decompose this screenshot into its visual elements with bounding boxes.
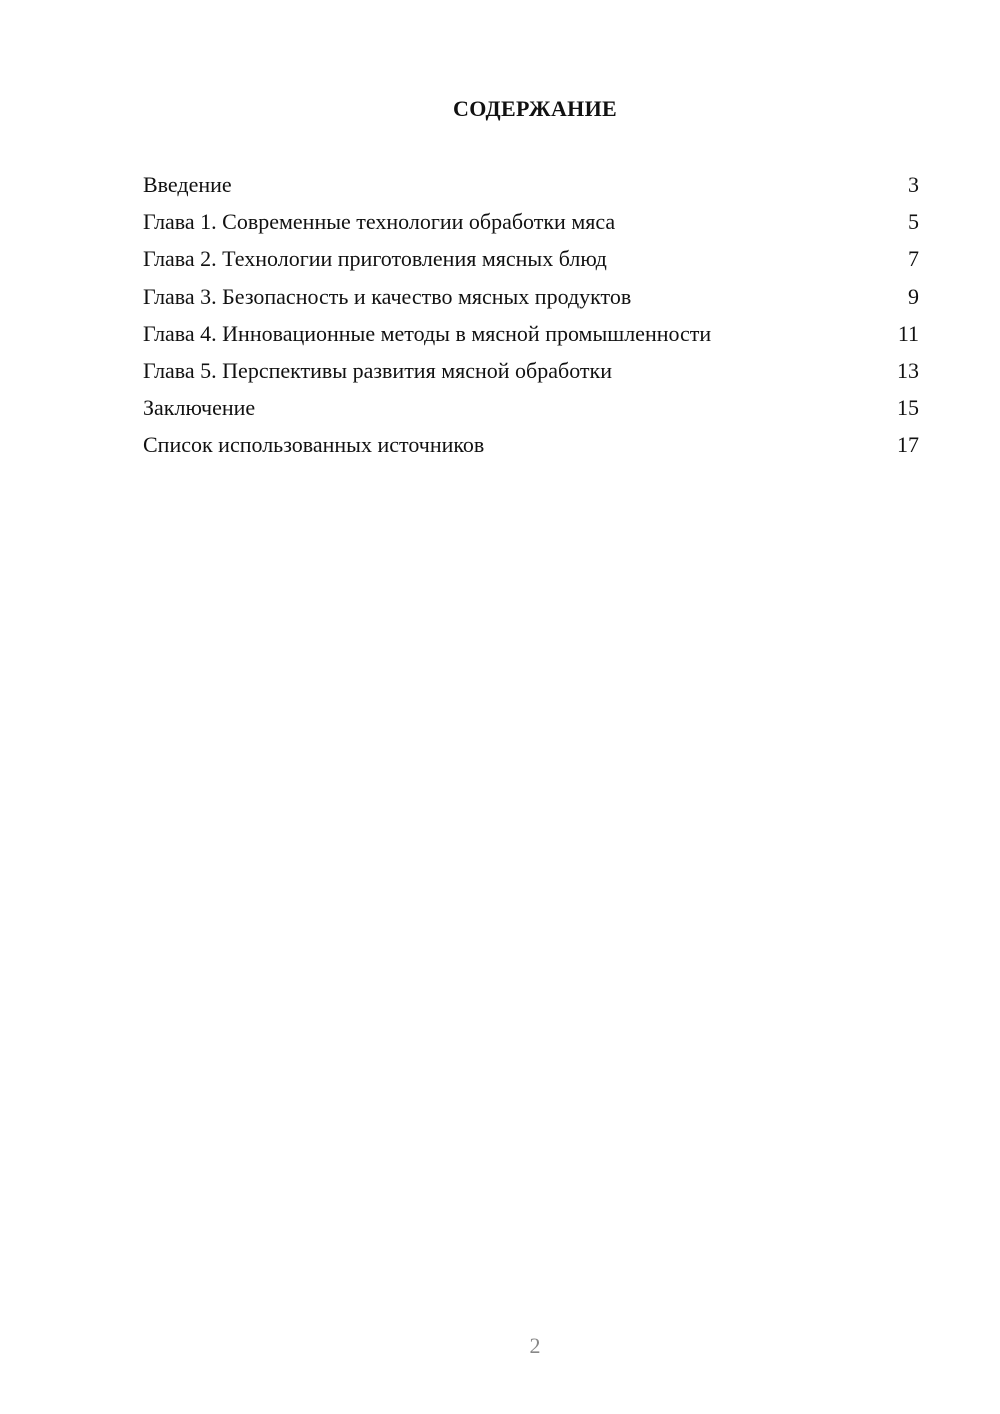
toc-entry-page: 15 (897, 395, 919, 421)
toc-entry-chapter-4 (143, 319, 919, 356)
toc-entry-introduction (143, 170, 919, 207)
toc-entry-chapter-3 (143, 282, 919, 319)
page-number: 2 (529, 1333, 541, 1358)
toc-entry-label: Список использованных источников (143, 432, 485, 458)
toc-entry-label: Глава 2. Технологии приготовления мясных блюд (143, 246, 607, 272)
toc-entry-chapter-2 (143, 244, 919, 281)
toc-entry-chapter-1 (143, 207, 919, 244)
toc-entry-label: Введение (143, 172, 232, 197)
toc-entry-page: 13 (897, 357, 919, 383)
toc-entry-page: 9 (908, 283, 919, 309)
toc-entry-label: Глава 4. Инновационные методы в мясной промышленности (143, 320, 712, 346)
toc-entry-page: 3 (908, 172, 919, 197)
toc-entry-label: Заключение (143, 395, 256, 421)
toc-entry-references (143, 430, 919, 467)
toc-entry-chapter-5 (143, 356, 919, 393)
toc-entry-page: 5 (908, 209, 919, 235)
table-of-contents (143, 170, 919, 468)
toc-entry-page: 11 (897, 320, 919, 346)
toc-entry-conclusion (143, 393, 919, 430)
toc-entry-label: Глава 3. Безопасность и качество мясных продуктов (143, 283, 632, 309)
toc-entry-page: 17 (897, 432, 919, 458)
toc-title: СОДЕРЖАНИЕ (453, 96, 617, 121)
toc-entry-label: Глава 5. Перспективы развития мясной обработки (143, 357, 612, 383)
toc-entry-page: 7 (908, 246, 919, 272)
toc-entry-label: Глава 1. Современные технологии обработки мяса (143, 209, 616, 235)
